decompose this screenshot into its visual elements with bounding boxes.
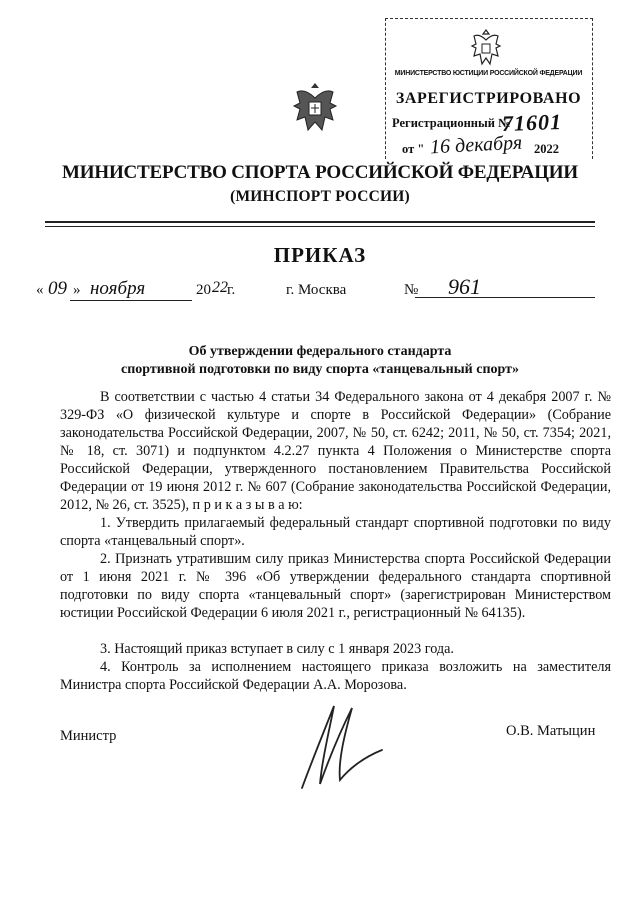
date-open-quote: « <box>36 282 44 298</box>
place: г. Москва <box>286 282 347 298</box>
order-number-label: № <box>404 282 419 298</box>
stamp-reg-label: Регистрационный № <box>392 116 511 130</box>
stamp-year: 2022 <box>534 142 559 156</box>
date-day: 09 <box>48 278 67 299</box>
order-item-2: 2. Признать утратившим силу приказ Министерства спорта Российской Федерации от 1 июня 2021 г. № 396 «Об утверждении федерального стандарта спортивной подготовки по виду спорта «танцевальный спорт» (зарегистрирован Министерством юстиции Российской Федерации 6 июля 2021 г., регистрационный № 64135). <box>60 551 611 621</box>
subject-line-2: спортивной подготовки по виду спорта «танцевальный спорт» <box>121 362 519 377</box>
signatory-name: О.В. Матыцин <box>506 723 596 739</box>
stamp-registered: ЗАРЕГИСТРИРОВАНО <box>395 90 582 107</box>
ministry-title: МИНИСТЕРСТВО СПОРТА РОССИЙСКОЙ ФЕДЕРАЦИИ <box>62 162 578 183</box>
subject-line-1: Об утверждении федерального стандарта <box>188 344 452 359</box>
header-divider-thick <box>45 221 595 223</box>
date-month: ноября <box>90 278 146 299</box>
coat-of-arms-icon <box>287 80 343 140</box>
preamble-paragraph: В соответствии с частью 4 статьи 34 Федерального закона от 4 декабря 2007 г. № 329-ФЗ «О физической культуре и спорте в Российской Федерации» (Собрание законодательства Российской Федерации, 2007, № 50, ст. 6242; 2011, № 50, ст. 7354; 2021, № 18, ст. 3071) и подпунктом 4.2.27 пункта 4 Положения о Министерстве спорта Российской Федерации, утвержденного постановлением Правительства Российской Федерации от 19 июня 2012 г. № 607 (Собрание законодательства Российской Федерации, 2012, № 26, ст. 3525), п р и к а з ы в а ю: <box>60 389 611 513</box>
signatory-role: Министр <box>60 728 117 744</box>
ministry-short-name: (МИНСПОРТ РОССИИ) <box>230 188 410 205</box>
order-item-3: 3. Настоящий приказ вступает в силу с 1 января 2023 года. <box>100 641 454 657</box>
stamp-reg-number: 71601 <box>501 108 563 137</box>
order-item-1: 1. Утвердить прилагаемый федеральный стандарт спортивной подготовки по виду спорта «танцевальный спорт». <box>60 515 611 549</box>
date-underline <box>70 300 192 301</box>
order-subject <box>60 343 580 379</box>
document-type: ПРИКАЗ <box>273 243 367 267</box>
stamp-coat-of-arms-icon <box>466 26 506 70</box>
stamp-ministry-name: МИНИСТЕРСТВО ЮСТИЦИИ РОССИЙСКОЙ ФЕДЕРАЦИИ <box>394 70 583 77</box>
order-item-4: 4. Контроль за исполнением настоящего приказа возложить на заместителя Министра спорта Российской Федерации А.А. Морозова. <box>60 659 611 693</box>
date-year-prefix: 20 <box>196 282 211 298</box>
stamp-from-label: от " <box>402 142 425 156</box>
date-close-quote: » <box>73 282 81 298</box>
order-number: 961 <box>448 274 481 299</box>
date-year-unit: г. <box>227 282 236 298</box>
number-underline <box>415 297 595 298</box>
stamp-from-date: 16 декабря <box>429 131 523 159</box>
handwritten-signature <box>282 696 392 796</box>
date-year-suffix: 22 <box>212 279 228 296</box>
header-divider-thin <box>45 226 595 227</box>
